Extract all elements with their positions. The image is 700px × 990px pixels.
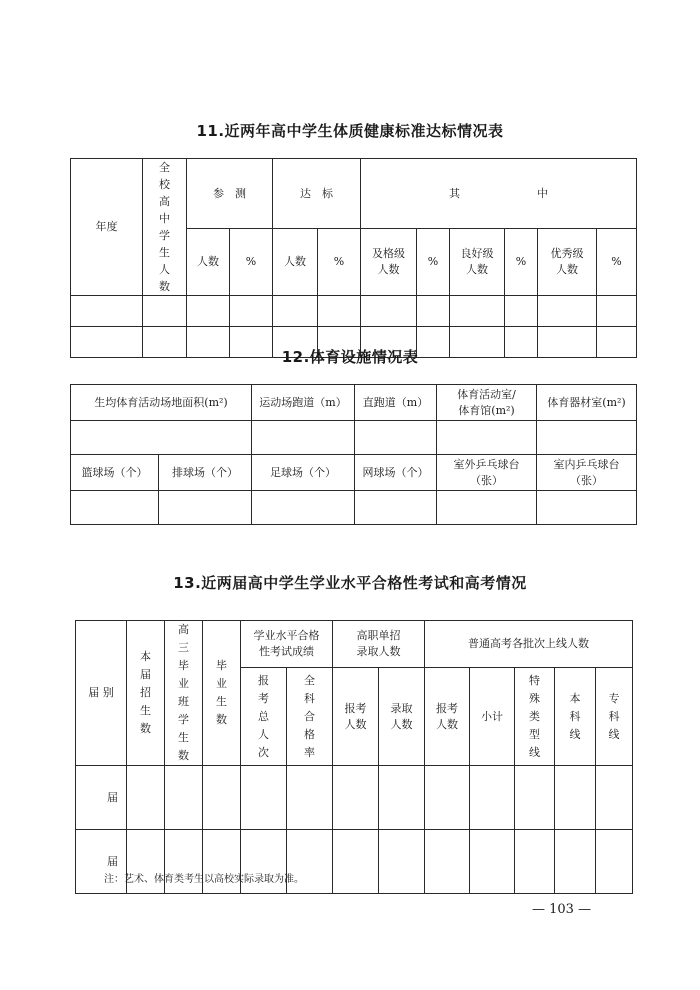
col-good-count: 良好级 人数	[450, 229, 505, 296]
col-pass-pct: %	[417, 229, 450, 296]
sports-facilities-table	[70, 384, 637, 525]
col-voc-apply: 报考 人数	[333, 668, 379, 766]
table11-title: 11.近两年高中学生体质健康标准达标情况表	[196, 122, 504, 140]
col-indoor-tabletennis: 室内乒乓球台 （张）	[537, 455, 637, 491]
col-equipment-room: 体育器材室(m²)	[537, 385, 637, 421]
col-among: 其 中	[361, 159, 637, 229]
col-participate-count: 人数	[187, 229, 230, 296]
col-reach-count: 人数	[273, 229, 318, 296]
col-gaokao-batches: 普通高考各批次上线人数	[425, 621, 633, 668]
col-participate: 参 测	[187, 159, 273, 229]
col-track: 运动场跑道（m）	[252, 385, 355, 421]
col-graduates: 毕业 生数	[203, 621, 241, 766]
col-football: 足球场（个）	[252, 455, 355, 491]
fitness-standard-table	[70, 158, 637, 358]
page-number: — 103 —	[532, 902, 592, 917]
col-subtotal: 小计	[470, 668, 515, 766]
col-undergrad-line: 本 科 线	[555, 668, 596, 766]
footnote: 注：艺术、体育类考生以高校实际录取为准。	[104, 874, 304, 885]
table-row	[71, 296, 637, 327]
col-excellent-count: 优秀级 人数	[538, 229, 597, 296]
col-senior-grads: 高三 毕业 班学 生数	[165, 621, 203, 766]
col-junior-line: 专 科 线	[596, 668, 633, 766]
col-exam-count: 报考 总人 次	[241, 668, 287, 766]
col-pass-count: 及格级 人数	[361, 229, 417, 296]
session-label: 届	[76, 830, 127, 894]
col-good-pct: %	[505, 229, 538, 296]
col-excellent-pct: %	[597, 229, 637, 296]
col-tennis: 网球场（个）	[355, 455, 437, 491]
exam-results-table	[75, 620, 633, 894]
table13-title: 13.近两届高中学生学业水平合格性考试和高考情况	[173, 574, 527, 592]
col-year: 年度	[71, 159, 143, 296]
col-basketball: 篮球场（个）	[71, 455, 159, 491]
table-row	[76, 766, 633, 830]
col-total-students: 全校 高中 学生 人数	[143, 159, 187, 296]
col-special-line: 特殊 类型 线	[515, 668, 555, 766]
col-volleyball: 排球场（个）	[159, 455, 252, 491]
col-proficiency-exam: 学业水平合格 性考试成绩	[241, 621, 333, 668]
col-reach-pct: %	[318, 229, 361, 296]
col-pass-rate: 全科 合格 率	[287, 668, 333, 766]
table-row	[71, 491, 637, 525]
col-reach-standard: 达 标	[273, 159, 361, 229]
table-row	[71, 421, 637, 455]
col-gaokao-apply: 报考 人数	[425, 668, 470, 766]
col-activity-room: 体育活动室/ 体育馆(m²)	[437, 385, 537, 421]
col-enrollment: 本届 招生 数	[127, 621, 165, 766]
session-label: 届	[76, 766, 127, 830]
col-session: 届 别	[76, 621, 127, 766]
col-vocational-admission: 高职单招 录取人数	[333, 621, 425, 668]
table12-title: 12.体育设施情况表	[281, 348, 419, 366]
col-participate-pct: %	[230, 229, 273, 296]
col-straight-track: 直跑道（m）	[355, 385, 437, 421]
col-area-per-student: 生均体育活动场地面积(m²)	[71, 385, 252, 421]
col-voc-admit: 录取 人数	[379, 668, 425, 766]
col-outdoor-tabletennis: 室外乒乓球台 （张）	[437, 455, 537, 491]
